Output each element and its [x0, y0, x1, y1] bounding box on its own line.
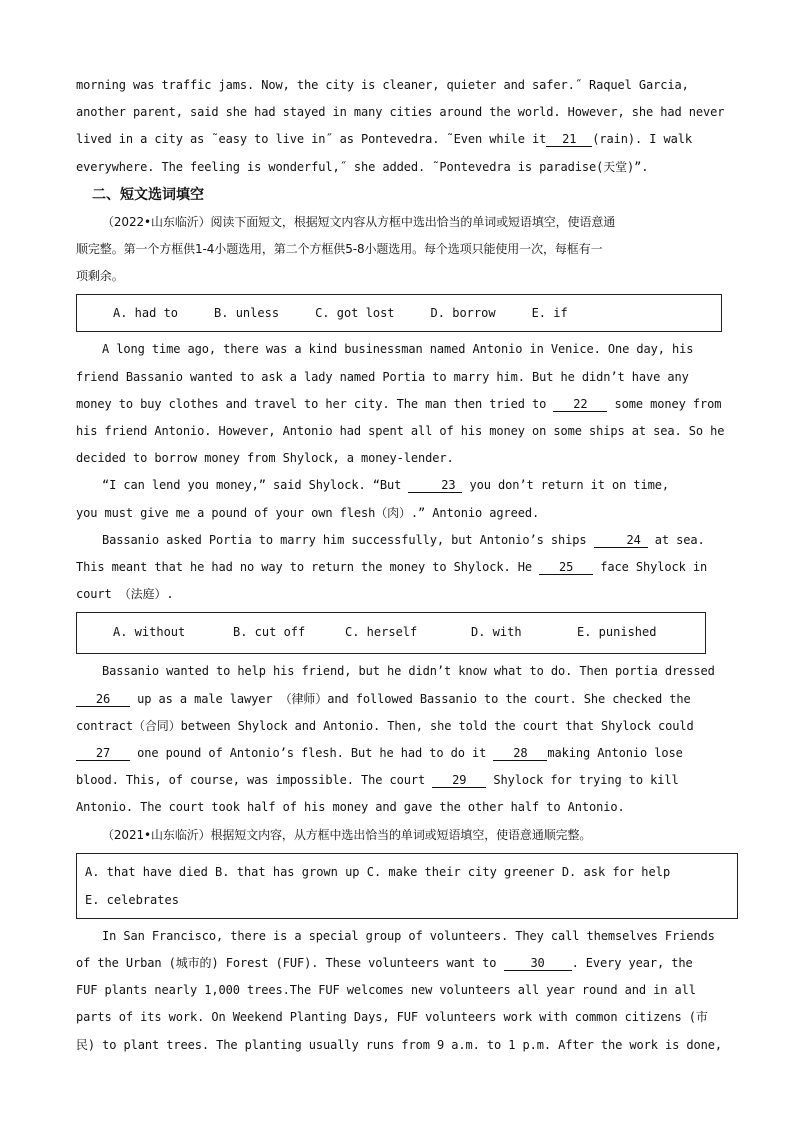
document-page — [76, 72, 726, 1059]
text-line: A long time ago, there was a kind businessman named Antonio in Venice. One day, his — [102, 342, 694, 357]
option-item: D. borrow — [430, 306, 496, 321]
option-item: E. punished — [577, 625, 657, 640]
text-line: another parent, said she had stayed in many cities around the world. However, she had never — [76, 105, 725, 120]
text-line: decided to borrow money from Shylock, a money-lender. — [76, 451, 454, 466]
text-line — [76, 391, 726, 418]
instruction-line: 顺完整。第一个方框供1-4小题选用，第二个方框供5-8小题选用。每个选项只能使用一次，每框有一 — [76, 242, 603, 257]
option-box-3 — [76, 853, 738, 919]
text-line: In San Francisco, there is a special group of volunteers. They call themselves Friends — [102, 928, 715, 943]
text-line — [76, 767, 726, 794]
text-span: (rain). I walk — [592, 132, 692, 147]
text-line — [76, 126, 726, 153]
blank-23[interactable]: 23 — [408, 478, 462, 493]
text-line: court （法庭）. — [76, 587, 174, 602]
section-heading: 二、短文选词填空 — [92, 186, 204, 203]
option-box-1 — [76, 294, 722, 332]
text-line: everywhere. The feeling is wonderful,˝ she added. ˜Pontevedra is paradise(天堂)”. — [76, 159, 649, 174]
blank-30[interactable]: 30 — [504, 956, 572, 971]
text-span: face Shylock in — [600, 560, 708, 575]
story-part-2 — [76, 658, 726, 821]
text-line — [76, 554, 726, 581]
text-line: you must give me a pound of your own flesh（肉）.” Antonio agreed. — [76, 505, 540, 520]
text-span: Shylock for trying to kill — [493, 773, 679, 788]
text-line — [76, 527, 726, 554]
option-item: D. with — [471, 625, 522, 640]
option-item: E. if — [531, 306, 568, 321]
text-span: you don’t return it on time, — [469, 478, 669, 493]
text-line: Antonio. The court took half of his money and gave the other half to Antonio. — [76, 800, 625, 815]
story-part-3 — [76, 923, 726, 1059]
option-item: C. herself — [345, 625, 418, 640]
text-line — [76, 472, 726, 499]
text-line: morning was traffic jams. Now, the city is cleaner, quieter and safer.˝ Raquel Garcia, — [76, 78, 689, 92]
text-span: . Every year, the — [571, 956, 693, 971]
blank-21[interactable]: 21 — [546, 132, 592, 147]
option-item: B. cut off — [233, 625, 306, 640]
text-line: friend Bassanio wanted to ask a lady named Portia to marry him. But he didn’t have any — [76, 369, 689, 384]
story-part-1 — [76, 336, 726, 608]
question-2-instructions: （2021•山东临沂）根据短文内容，从方框中选出恰当的单词或短语填空，使语意通顺完整。 — [102, 827, 592, 842]
text-line: Bassanio wanted to help his friend, but he didn’t know what to do. Then portia dressed — [102, 664, 715, 679]
text-line: parts of its work. On Weekend Planting Days, FUF volunteers work with common citizens (市 — [76, 1010, 708, 1025]
blank-29[interactable]: 29 — [432, 773, 486, 788]
text-line — [76, 950, 726, 977]
option-item: A. had to — [113, 306, 179, 321]
text-line — [76, 740, 726, 767]
blank-22[interactable]: 22 — [553, 397, 607, 412]
text-span: This meant that he had no way to return the money to Shylock. He — [76, 560, 532, 575]
text-span: money to buy clothes and travel to her city. The man then tried to — [76, 396, 547, 411]
blank-24[interactable]: 24 — [594, 533, 648, 548]
text-span: Bassanio asked Portia to marry him successfully, but Antonio’s ships — [102, 532, 587, 547]
text-line: his friend Antonio. However, Antonio had spent all of his money on some ships at sea. So he — [76, 424, 725, 439]
question-1-instructions — [76, 209, 726, 291]
text-line: 民) to plant trees. The planting usually runs from 9 a.m. to 1 p.m. After the work is done, — [76, 1037, 722, 1052]
blank-27[interactable]: 27 — [76, 746, 130, 761]
blank-28[interactable]: 28 — [493, 746, 547, 761]
blank-26[interactable]: 26 — [76, 692, 130, 707]
instruction-line: （2022•山东临沂）阅读下面短文，根据短文内容从方框中选出恰当的单词或短语填空，使语意通 — [102, 214, 616, 229]
instruction-line: 项剩余。 — [76, 269, 124, 284]
option-item: C. got lost — [315, 306, 395, 321]
text-line: contract（合同）between Shylock and Antonio. Then, she told the court that Shylock could — [76, 718, 694, 733]
intro-paragraph — [76, 72, 726, 181]
text-span: one pound of Antonio’s flesh. But he had to do it — [137, 746, 487, 761]
option-item: B. unless — [214, 306, 280, 321]
text-span: blood. This, of course, was impossible. The court — [76, 773, 426, 788]
option-item: A. without — [113, 625, 186, 640]
text-span: making Antonio lose — [547, 746, 683, 761]
text-line: FUF plants nearly 1,000 trees.The FUF welcomes new volunteers all year round and in all — [76, 983, 696, 998]
option-line: A. that have died B. that has grown up C. make their city greener D. ask for help — [85, 864, 671, 879]
text-span: at sea. — [654, 532, 705, 547]
option-box-2 — [76, 612, 706, 654]
text-span: some money from — [614, 396, 722, 411]
text-span: “I can lend you money,” said Shylock. “But — [102, 478, 402, 493]
text-span: up as a male lawyer （律师）and followed Bassanio to the court. She checked the — [137, 691, 691, 706]
text-span: lived in a city as ˜easy to live in˝ as Pontevedra. ˜Even while it — [76, 132, 547, 147]
text-span: of the Urban (城市的) Forest (FUF). These volunteers want to — [76, 956, 497, 971]
blank-25[interactable]: 25 — [539, 560, 593, 575]
text-line — [76, 686, 726, 713]
option-line: E. celebrates — [85, 892, 179, 907]
